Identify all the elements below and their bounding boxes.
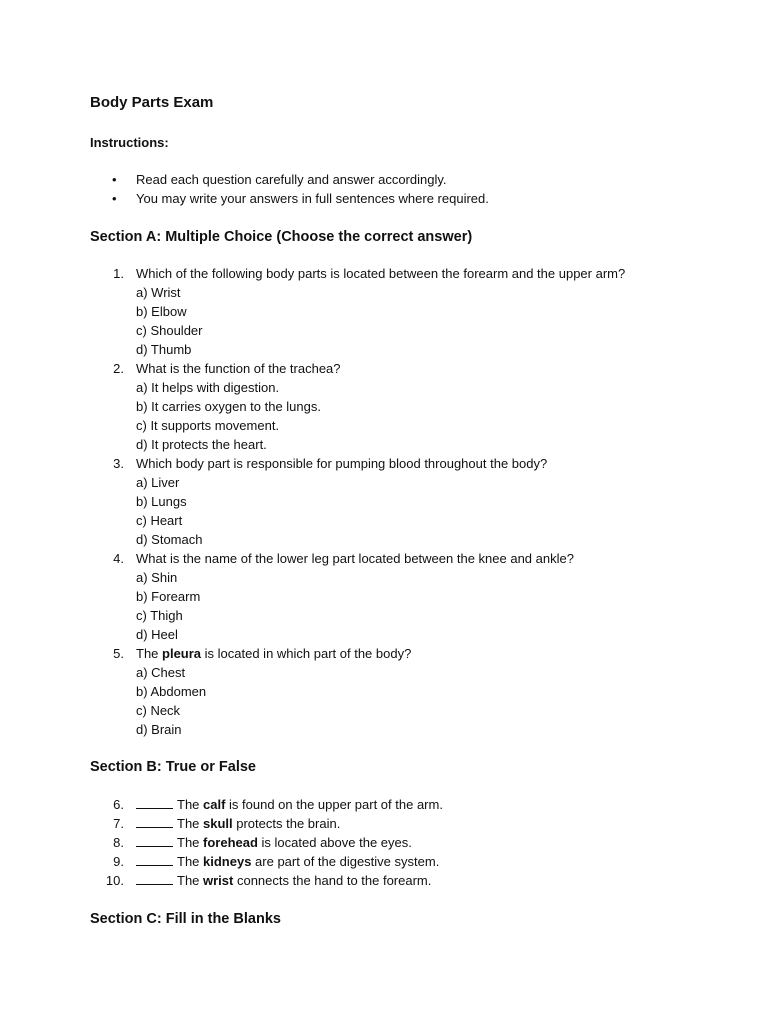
answer-option: c) Shoulder <box>136 323 203 338</box>
statement-keyword: forehead <box>203 835 258 850</box>
answer-blank[interactable] <box>136 871 173 885</box>
statement-item <box>90 795 443 814</box>
instruction-item <box>90 170 489 189</box>
statement-number: 8. <box>113 835 124 850</box>
answer-option: b) Forearm <box>136 589 201 604</box>
statement-keyword: skull <box>203 816 233 831</box>
answer-option: d) Stomach <box>136 532 203 547</box>
instruction-text: You may write your answers in full sentences where required. <box>136 191 489 206</box>
question-text-post: is located in which part of the body? <box>201 646 412 661</box>
answer-option: c) It supports movement. <box>136 418 280 433</box>
statement-text <box>90 852 443 871</box>
question-item <box>90 264 625 359</box>
statement-text-pre: The <box>177 873 204 888</box>
question-number: 3. <box>113 456 124 471</box>
statement-item <box>90 833 443 852</box>
answer-option: c) Heart <box>136 513 183 528</box>
question-item <box>90 644 625 739</box>
section-b-title: Section B: True or False <box>90 759 256 775</box>
answer-option: a) Liver <box>136 475 180 490</box>
statement-text-post: connects the hand to the forearm. <box>233 873 432 888</box>
bullet-icon: • <box>112 191 117 206</box>
statement-text <box>90 833 443 852</box>
answer-option: c) Neck <box>136 703 181 718</box>
answer-option: b) Elbow <box>136 304 187 319</box>
answer-option: c) Thigh <box>136 608 183 623</box>
answer-option: a) It helps with digestion. <box>136 380 280 395</box>
answer-blank[interactable] <box>136 814 173 828</box>
question-text-pre: What is the name of the lower leg part located between the knee and ankle? <box>136 551 574 566</box>
statement-text <box>90 871 443 890</box>
answer-option: b) Lungs <box>136 494 187 509</box>
question-keyword: pleura <box>162 646 202 661</box>
answer-option: a) Wrist <box>136 285 181 300</box>
statement-text-pre: The <box>177 816 204 831</box>
question-text <box>90 644 625 663</box>
statement-number: 10. <box>105 873 124 888</box>
question-text-pre: What is the function of the trachea? <box>136 361 341 376</box>
answer-blank[interactable] <box>136 795 173 809</box>
answer-option: a) Chest <box>136 665 186 680</box>
answer-option: a) Shin <box>136 570 178 585</box>
statement-text-pre: The <box>177 797 204 812</box>
statement-text <box>90 814 443 833</box>
statement-text <box>90 795 443 814</box>
statement-text-post: is found on the upper part of the arm. <box>225 797 443 812</box>
statement-text-post: are part of the digestive system. <box>251 854 440 869</box>
statement-number: 9. <box>113 854 124 869</box>
instructions-label: Instructions: <box>90 135 169 150</box>
question-text <box>90 359 625 378</box>
answer-option: d) Brain <box>136 722 182 737</box>
multiple-choice-list <box>90 264 625 739</box>
answer-blank[interactable] <box>136 833 173 847</box>
question-number: 1. <box>113 266 124 281</box>
bullet-icon: • <box>112 172 117 187</box>
question-item <box>90 359 625 454</box>
question-text-pre: Which of the following body parts is located between the forearm and the upper arm? <box>136 266 626 281</box>
answer-option: b) Abdomen <box>136 684 207 699</box>
statement-item <box>90 871 443 890</box>
question-text <box>90 549 625 568</box>
question-number: 5. <box>113 646 124 661</box>
question-item <box>90 454 625 549</box>
question-text <box>90 264 625 283</box>
answer-option: b) It carries oxygen to the lungs. <box>136 399 321 414</box>
statement-keyword: kidneys <box>203 854 252 869</box>
statement-text-post: protects the brain. <box>232 816 341 831</box>
instructions-list <box>90 170 489 208</box>
question-text-pre: The <box>136 646 163 661</box>
answer-option: d) Heel <box>136 627 178 642</box>
statement-item <box>90 814 443 833</box>
true-false-list <box>90 795 443 890</box>
answer-option: d) It protects the heart. <box>136 437 267 452</box>
question-item <box>90 549 625 644</box>
question-text-pre: Which body part is responsible for pumping blood throughout the body? <box>136 456 548 471</box>
statement-item <box>90 852 443 871</box>
section-a-title: Section A: Multiple Choice (Choose the correct answer) <box>90 229 473 245</box>
statement-number: 7. <box>113 816 124 831</box>
answer-blank[interactable] <box>136 852 173 866</box>
question-number: 4. <box>113 551 124 566</box>
instruction-text: Read each question carefully and answer accordingly. <box>136 172 447 187</box>
statement-text-post: is located above the eyes. <box>257 835 412 850</box>
section-c-title: Section C: Fill in the Blanks <box>90 911 281 927</box>
statement-number: 6. <box>113 797 124 812</box>
statement-text-pre: The <box>177 835 204 850</box>
instruction-item <box>90 189 489 208</box>
question-text <box>90 454 625 473</box>
question-number: 2. <box>113 361 124 376</box>
answer-option: d) Thumb <box>136 342 192 357</box>
statement-keyword: calf <box>203 797 226 812</box>
page-title: Body Parts Exam <box>90 94 214 111</box>
statement-keyword: wrist <box>203 873 234 888</box>
statement-text-pre: The <box>177 854 204 869</box>
